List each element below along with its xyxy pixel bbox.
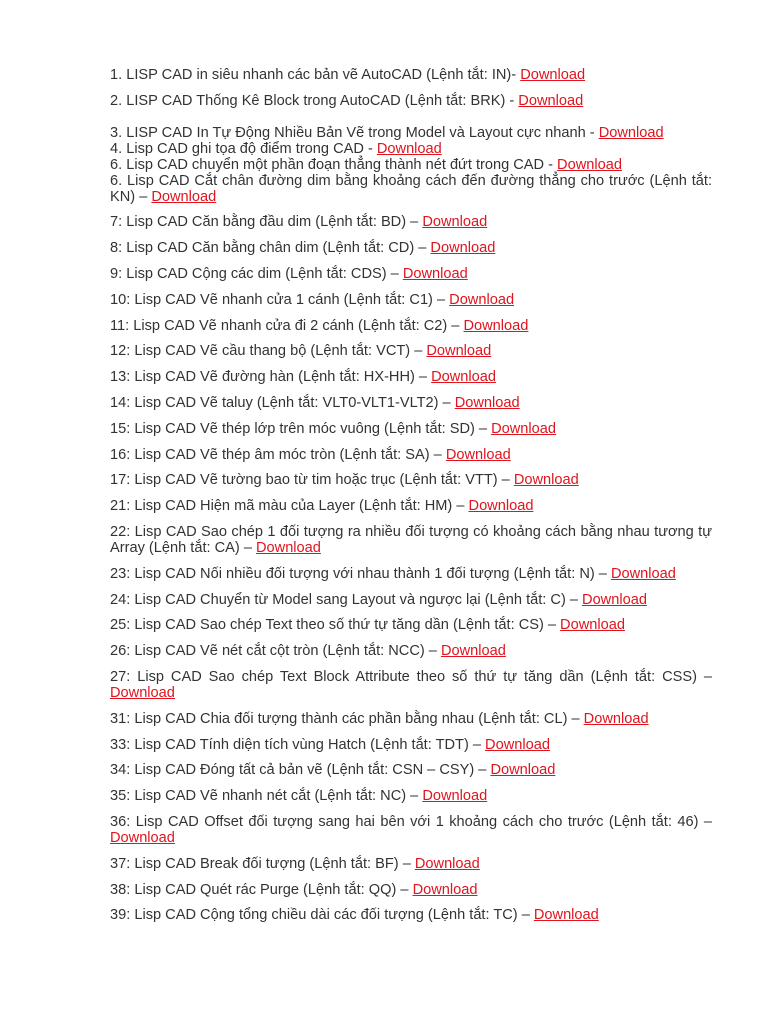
list-item bbox=[110, 125, 712, 141]
download-link[interactable]: Download bbox=[422, 788, 488, 805]
item-text: 39: Lisp CAD Cộng tổng chiều dài các đối tượng (Lệnh tắt: TC) – bbox=[110, 907, 534, 924]
item-text: 25: Lisp CAD Sao chép Text theo số thứ tự tăng dần (Lệnh tắt: CS) – bbox=[110, 617, 561, 634]
list-item bbox=[110, 882, 712, 898]
download-link[interactable]: Download bbox=[583, 710, 649, 727]
download-link[interactable]: Download bbox=[445, 446, 511, 463]
download-link[interactable]: Download bbox=[557, 156, 622, 173]
item-text: 27: Lisp CAD Sao chép Text Block Attribute theo số thứ tự tăng dần (Lệnh tắt: CSS) – bbox=[110, 668, 712, 685]
item-text: 36: Lisp CAD Offset đối tượng sang hai bên với 1 khoảng cách cho trước (Lệnh tắt: 46) – bbox=[110, 813, 712, 830]
item-text: 22: Lisp CAD Sao chép 1 đối tượng ra nhiều đối tượng có khoảng cách bằng nhau tương tự Array (Lệnh tắt: CA) – bbox=[110, 523, 712, 556]
download-link[interactable]: Download bbox=[490, 762, 556, 779]
download-link[interactable]: Download bbox=[430, 240, 496, 257]
item-text: 6. Lisp CAD chuyển một phần đoạn thẳng thành nét đứt trong CAD - bbox=[110, 156, 558, 173]
list-item bbox=[110, 266, 712, 282]
download-link[interactable]: Download bbox=[426, 343, 492, 360]
item-text: 26: Lisp CAD Vẽ nét cắt cột tròn (Lệnh tắt: NCC) – bbox=[110, 643, 441, 660]
item-text: 15: Lisp CAD Vẽ thép lớp trên móc vuông (Lệnh tắt: SD) – bbox=[110, 420, 492, 437]
item-text: 24: Lisp CAD Chuyển từ Model sang Layout và ngược lại (Lệnh tắt: C) – bbox=[110, 591, 583, 608]
download-link[interactable]: Download bbox=[431, 369, 497, 386]
download-link[interactable]: Download bbox=[513, 472, 579, 489]
item-text: 3. LISP CAD In Tự Động Nhiều Bản Vẽ trong Model và Layout cực nhanh - bbox=[110, 124, 599, 141]
item-text: 34: Lisp CAD Đóng tất cả bản vẽ (Lệnh tắt: CSN – CSY) – bbox=[110, 762, 491, 779]
download-link[interactable]: Download bbox=[402, 265, 468, 282]
list-item bbox=[110, 141, 712, 157]
list-item bbox=[110, 566, 712, 582]
download-link[interactable]: Download bbox=[110, 829, 175, 846]
list-item bbox=[110, 369, 712, 385]
item-text: 14: Lisp CAD Vẽ taluy (Lệnh tắt: VLT0-VLT1-VLT2) – bbox=[110, 394, 455, 411]
list-item bbox=[110, 240, 712, 256]
list-item bbox=[110, 524, 712, 556]
item-text: 13: Lisp CAD Vẽ đường hàn (Lệnh tắt: HX-HH) – bbox=[110, 369, 432, 386]
item-text: 4. Lisp CAD ghi tọa độ điểm trong CAD - bbox=[110, 140, 377, 157]
item-text: 12: Lisp CAD Vẽ cầu thang bộ (Lệnh tắt: VCT) – bbox=[110, 343, 427, 360]
list-item bbox=[110, 157, 712, 173]
list-item bbox=[110, 318, 712, 334]
list-item bbox=[110, 814, 712, 846]
list-item bbox=[110, 737, 712, 753]
list-item bbox=[110, 643, 712, 659]
item-text: 38: Lisp CAD Quét rác Purge (Lệnh tắt: QQ) – bbox=[110, 881, 413, 898]
item-text: 6. Lisp CAD Cắt chân đường dim bằng khoảng cách đến đường thẳng cho trước (Lệnh tắt: KN) – bbox=[110, 172, 712, 205]
download-link[interactable]: Download bbox=[440, 643, 506, 660]
list-item bbox=[110, 762, 712, 778]
item-text: 10: Lisp CAD Vẽ nhanh cửa 1 cánh (Lệnh tắt: C1) – bbox=[110, 291, 450, 308]
list-item bbox=[110, 907, 712, 923]
download-link[interactable]: Download bbox=[485, 736, 550, 753]
list-item bbox=[110, 711, 712, 727]
list-item bbox=[110, 447, 712, 463]
download-link[interactable]: Download bbox=[533, 907, 599, 924]
download-link[interactable]: Download bbox=[110, 684, 175, 701]
item-text: 31: Lisp CAD Chia đối tượng thành các phần bằng nhau (Lệnh tắt: CL) – bbox=[110, 710, 584, 727]
download-link[interactable]: Download bbox=[412, 881, 478, 898]
list-item bbox=[110, 292, 712, 308]
item-text: 23: Lisp CAD Nối nhiều đối tượng với nhau thành 1 đối tượng (Lệnh tắt: N) – bbox=[110, 565, 611, 582]
list-item bbox=[110, 93, 712, 109]
list-item bbox=[110, 788, 712, 804]
item-text: 11: Lisp CAD Vẽ nhanh cửa đi 2 cánh (Lệnh tắt: C2) – bbox=[110, 317, 464, 334]
download-link[interactable]: Download bbox=[610, 565, 676, 582]
item-text: 21: Lisp CAD Hiện mã màu của Layer (Lệnh tắt: HM) – bbox=[110, 498, 469, 515]
list-item bbox=[110, 395, 712, 411]
item-text: 16: Lisp CAD Vẽ thép âm móc tròn (Lệnh tắt: SA) – bbox=[110, 446, 446, 463]
list-item bbox=[110, 421, 712, 437]
download-link[interactable]: Download bbox=[256, 539, 321, 556]
download-link[interactable]: Download bbox=[376, 140, 442, 157]
list-item bbox=[110, 856, 712, 872]
download-link[interactable]: Download bbox=[491, 420, 557, 437]
item-text: 9: Lisp CAD Cộng các dim (Lệnh tắt: CDS) – bbox=[110, 265, 403, 282]
download-link[interactable]: Download bbox=[518, 92, 584, 109]
list-item bbox=[110, 617, 712, 633]
download-link[interactable]: Download bbox=[463, 317, 529, 334]
item-text: 8: Lisp CAD Căn bằng chân dim (Lệnh tắt: CD) – bbox=[110, 240, 431, 257]
list-item bbox=[110, 472, 712, 488]
download-link[interactable]: Download bbox=[151, 188, 217, 205]
item-text: 33: Lisp CAD Tính diện tích vùng Hatch (Lệnh tắt: TDT) – bbox=[110, 736, 486, 753]
item-text: 35: Lisp CAD Vẽ nhanh nét cắt (Lệnh tắt: NC) – bbox=[110, 788, 423, 805]
item-text: 2. LISP CAD Thống Kê Block trong AutoCAD (Lệnh tắt: BRK) - bbox=[110, 92, 519, 109]
item-text: 37: Lisp CAD Break đối tượng (Lệnh tắt: BF) – bbox=[110, 855, 415, 872]
lisp-download-list bbox=[110, 67, 712, 933]
list-item bbox=[110, 669, 712, 701]
list-item bbox=[110, 592, 712, 608]
list-item bbox=[110, 343, 712, 359]
download-link[interactable]: Download bbox=[454, 394, 520, 411]
list-item bbox=[110, 214, 712, 230]
item-text: 7: Lisp CAD Căn bằng đầu dim (Lệnh tắt: BD) – bbox=[110, 214, 423, 231]
item-text: 1. LISP CAD in siêu nhanh các bản vẽ AutoCAD (Lệnh tắt: IN)- bbox=[110, 67, 521, 83]
download-link[interactable]: Download bbox=[520, 67, 586, 83]
download-link[interactable]: Download bbox=[560, 617, 625, 634]
download-link[interactable]: Download bbox=[468, 498, 534, 515]
item-text: 17: Lisp CAD Vẽ tường bao từ tim hoặc trục (Lệnh tắt: VTT) – bbox=[110, 472, 514, 489]
list-item bbox=[110, 173, 712, 205]
list-item bbox=[110, 67, 712, 83]
download-link[interactable]: Download bbox=[598, 124, 664, 141]
download-link[interactable]: Download bbox=[582, 591, 647, 608]
download-link[interactable]: Download bbox=[422, 214, 488, 231]
download-link[interactable]: Download bbox=[414, 855, 480, 872]
download-link[interactable]: Download bbox=[449, 291, 515, 308]
list-item bbox=[110, 498, 712, 514]
